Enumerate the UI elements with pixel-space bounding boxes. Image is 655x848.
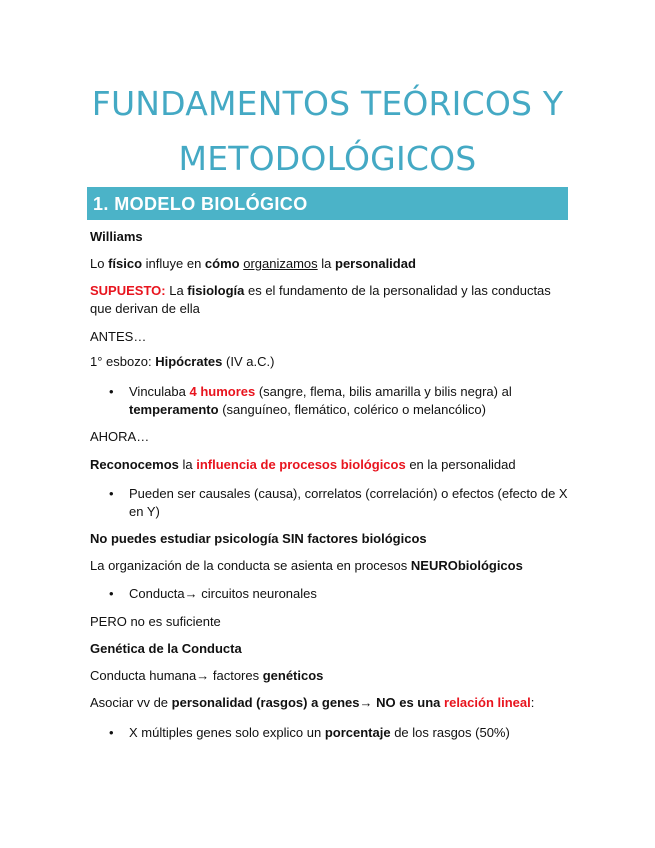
paragraph-asociar: Asociar vv de personalidad (rasgos) a genes→ NO es una relación lineal: bbox=[90, 695, 535, 710]
paragraph-supuesto: SUPUESTO: La fisiología es el fundamento de la personalidad y las conductas que derivan de ella bbox=[90, 283, 551, 316]
doc-title-line-2: METODOLÓGICOS bbox=[178, 139, 477, 178]
author-label: Williams bbox=[90, 229, 143, 244]
arrow-right-icon: → bbox=[196, 668, 210, 683]
section-heading-bar bbox=[87, 187, 568, 220]
bullet-marker: • bbox=[109, 725, 114, 740]
list-item-multiples-genes: X múltiples genes solo explico un porcentaje de los rasgos (50%) bbox=[129, 725, 510, 740]
paragraph-organizacion: La organización de la conducta se asienta en procesos NEURObiológicos bbox=[90, 558, 523, 573]
paragraph-reconocemos: Reconocemos la influencia de procesos biológicos en la personalidad bbox=[90, 457, 516, 472]
paragraph-conducta-humana: Conducta humana→ factores genéticos bbox=[90, 668, 324, 683]
paragraph-no-puedes: No puedes estudiar psicología SIN factores biológicos bbox=[90, 531, 427, 546]
list-item-causales: Pueden ser causales (causa), correlatos (correlación) o efectos (efecto de X en Y) bbox=[129, 486, 568, 519]
paragraph-physical: Lo físico influye en cómo organizamos la personalidad bbox=[90, 256, 416, 271]
paragraph-hipocrates: 1° esbozo: Hipócrates (IV a.C.) bbox=[90, 354, 275, 369]
paragraph-pero: PERO no es suficiente bbox=[90, 614, 221, 629]
doc-title-line-1: FUNDAMENTOS TEÓRICOS Y bbox=[91, 84, 564, 123]
bullet-marker: • bbox=[109, 586, 114, 601]
bullet-marker: • bbox=[109, 384, 114, 399]
arrow-right-icon: → bbox=[359, 695, 373, 710]
bullet-marker: • bbox=[109, 486, 114, 501]
paragraph-antes: ANTES… bbox=[90, 329, 147, 344]
section-heading: 1. MODELO BIOLÓGICO bbox=[93, 194, 308, 214]
subheading-genetica: Genética de la Conducta bbox=[90, 641, 242, 656]
list-item-conducta: Conducta→ circuitos neuronales bbox=[129, 586, 317, 601]
list-item-humores: Vinculaba 4 humores (sangre, flema, bilis amarilla y bilis negra) al temperamento (sanguíneo, flemático, colérico o melancólico) bbox=[129, 384, 512, 417]
paragraph-ahora: AHORA… bbox=[90, 429, 150, 444]
arrow-right-icon: → bbox=[184, 586, 198, 601]
